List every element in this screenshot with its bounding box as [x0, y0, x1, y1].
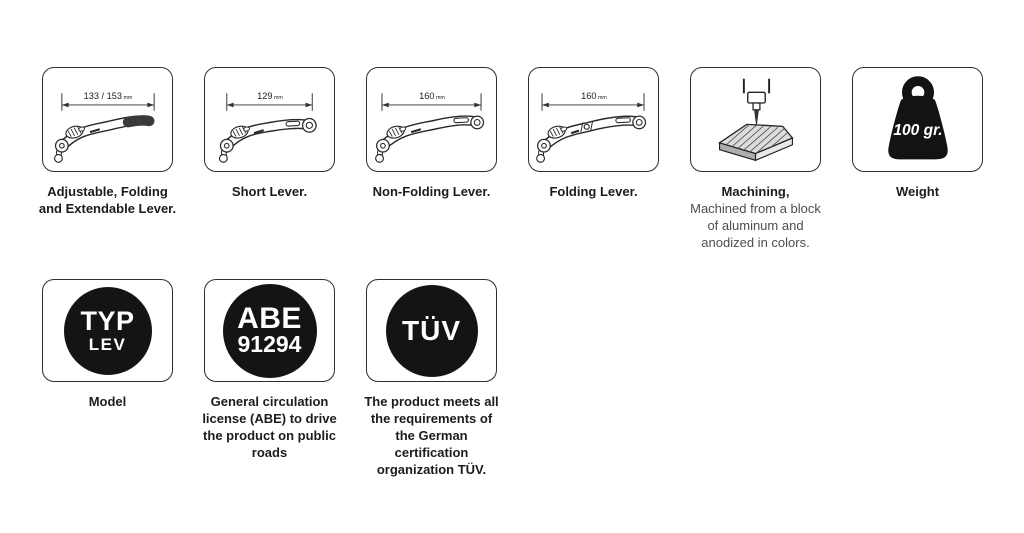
feature-card-abe-license	[204, 279, 335, 478]
card-label	[668, 183, 844, 251]
label-line: organization TÜV.	[376, 462, 487, 477]
label-line: the German	[395, 428, 468, 443]
feature-card-non-folding-lever	[366, 67, 497, 251]
dim-arrow-right	[637, 102, 644, 107]
mill-spindle	[743, 78, 768, 93]
card-frame	[42, 67, 173, 172]
typ-lev-badge	[64, 287, 152, 375]
card-frame	[852, 67, 983, 172]
dim-arrow-right	[147, 102, 154, 107]
badge-text-top: TÜV	[402, 314, 461, 346]
dimension-value: 160	[418, 90, 435, 101]
short-lever-icon	[206, 69, 334, 171]
card-label	[20, 183, 196, 217]
dimension-label	[581, 91, 607, 101]
card-frame	[366, 279, 497, 382]
feature-card-machining	[690, 67, 821, 251]
feature-card-short-lever	[204, 67, 335, 251]
feature-card-model	[42, 279, 173, 478]
weight-value-text: 100 gr.	[892, 121, 943, 139]
card-frame	[690, 67, 821, 172]
folding-lever-icon	[530, 69, 658, 171]
feature-card-weight	[852, 67, 983, 251]
label-desc-line: anodized in colors.	[701, 235, 810, 250]
dimension-unit: mm	[435, 94, 445, 101]
label-line: Folding Lever.	[549, 184, 638, 199]
dim-arrow-left	[226, 102, 233, 107]
blade-slot	[285, 121, 299, 126]
blade-slot	[453, 117, 468, 122]
label-line: license (ABE) to drive	[202, 411, 337, 426]
dimension-unit: mm	[597, 94, 607, 101]
card-label	[182, 183, 358, 200]
dimension-unit: mm	[273, 94, 283, 101]
card-label	[182, 393, 358, 461]
features-row-2	[42, 279, 497, 478]
label-line: and Extendable Lever.	[38, 201, 177, 216]
adjustable-lever-icon	[44, 69, 172, 171]
label-line: General circulation	[210, 394, 329, 409]
badge-text-top: TYP	[80, 305, 135, 336]
dim-arrow-left	[542, 102, 549, 107]
weight-icon	[854, 69, 982, 171]
label-line: the product on public	[203, 428, 336, 443]
dimension-value: 133 / 153	[83, 90, 122, 101]
label-line: certification	[394, 445, 469, 460]
dimension-value: 129	[256, 90, 273, 101]
card-label	[344, 183, 520, 200]
features-row-1	[38, 67, 983, 251]
feature-card-adjustable-lever	[38, 67, 177, 251]
abe-badge	[223, 284, 317, 378]
non-folding-lever-icon	[368, 69, 496, 171]
card-label	[344, 393, 520, 478]
dim-arrow-left	[381, 102, 388, 107]
tuv-badge	[386, 285, 478, 377]
label-line: roads	[251, 445, 288, 460]
card-frame	[366, 67, 497, 172]
card-label	[830, 183, 1006, 200]
dimension-label	[419, 91, 445, 101]
label-line: Machining,	[721, 184, 790, 199]
card-frame	[42, 279, 173, 382]
dimension-value: 160	[580, 90, 597, 101]
label-line: Adjustable, Folding	[47, 184, 168, 199]
machining-icon	[692, 69, 820, 171]
feature-card-folding-lever	[528, 67, 659, 251]
label-line: Model	[88, 394, 127, 409]
card-label	[506, 183, 682, 200]
dim-arrow-right	[305, 102, 312, 107]
label-line: Non-Folding Lever.	[372, 184, 491, 199]
badge-text-top: ABE	[237, 302, 302, 335]
card-frame	[528, 67, 659, 172]
card-label	[20, 393, 196, 410]
dimension-label	[83, 91, 132, 101]
card-frame	[204, 279, 335, 382]
dimension-unit: mm	[123, 94, 132, 101]
label-line: Weight	[895, 184, 940, 199]
label-desc-line: of aluminum and	[707, 218, 804, 233]
label-line: The product meets all	[364, 394, 499, 409]
dimension-label	[257, 91, 283, 101]
label-line: Short Lever.	[231, 184, 308, 199]
dim-arrow-left	[61, 102, 68, 107]
blade-slot	[615, 117, 630, 122]
dim-arrow-right	[474, 102, 481, 107]
label-line: the requirements of	[370, 411, 493, 426]
badge-text-bottom: LEV	[88, 334, 127, 354]
extendable-tip	[127, 120, 148, 122]
label-desc-line: Machined from a block	[690, 201, 821, 216]
badge-text-bottom: 91294	[237, 331, 302, 357]
card-frame	[204, 67, 335, 172]
feature-card-tuv	[366, 279, 497, 478]
